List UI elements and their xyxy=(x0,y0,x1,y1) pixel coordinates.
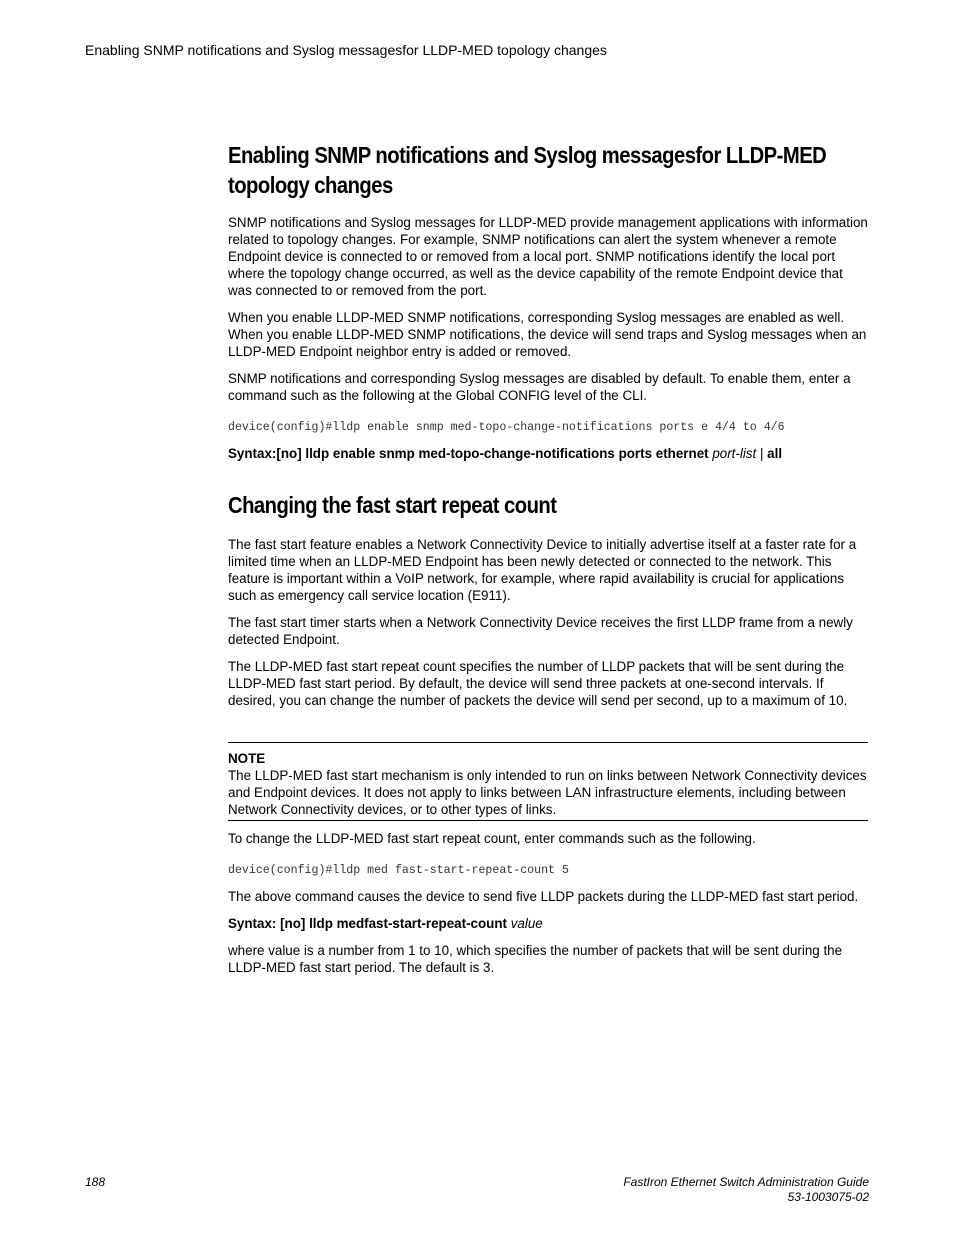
paragraph: where value is a number from 1 to 10, which specifies the number of packets that will be sent during the LLDP-MED fast start period. The default is 3. xyxy=(228,943,843,975)
paragraph: To change the LLDP-MED fast start repeat count, enter commands such as the following. xyxy=(228,831,756,846)
syntax-line xyxy=(228,445,868,462)
doc-number: 53-1003075-02 xyxy=(787,1190,869,1204)
syntax-param: value xyxy=(510,916,543,931)
paragraph: The fast start timer starts when a Network Connectivity Device receives the first LLDP frame from a newly detected Endpoint. xyxy=(228,615,853,647)
running-header: Enabling SNMP notifications and Syslog messagesfor LLDP-MED topology changes xyxy=(85,42,607,58)
paragraph: The LLDP-MED fast start repeat count specifies the number of LLDP packets that will be sent during the LLDP-MED fast start period. By default, the device will send three packets at one-second intervals. If desired, you can change the number of packets the device will send per second, up to a maximum of 10. xyxy=(228,659,848,708)
note-text: The LLDP-MED fast start mechanism is only intended to run on links between Network Connectivity devices and Endpoint devices. It does not apply to links between LAN infrastructure elements, including between Network Connectivity devices, or to other types of links. xyxy=(228,768,867,817)
paragraph: When you enable LLDP-MED SNMP notifications, corresponding Syslog messages are enabled as well. When you enable LLDP-MED SNMP notifications, the device will send traps and Syslog messages when an LLDP-MED Endpoint neighbor entry is added or removed. xyxy=(228,310,867,359)
note-box xyxy=(228,742,868,821)
paragraph: The fast start feature enables a Network Connectivity Device to initially advertise itself at a faster rate for a limited time when an LLDP-MED Endpoint has been newly detected or connected to the network. This feature is important within a VoIP network, for example, where rapid availability is crucial for applications such as emergency call service location (E911). xyxy=(228,537,857,603)
syntax-command: Syntax:[no] lldp enable snmp med-topo-change-notifications ports ethernet xyxy=(228,446,713,461)
section-title-fast-start xyxy=(228,490,868,520)
page-number: 188 xyxy=(85,1175,106,1189)
page-content xyxy=(228,140,868,986)
syntax-param: port-list xyxy=(712,446,757,461)
code-example: device(config)#lldp enable snmp med-topo-change-notifications ports e 4/4 to 4/6 xyxy=(228,421,785,434)
section-title-line2: topology changes xyxy=(228,172,393,198)
section-title: Changing the fast start repeat count xyxy=(228,492,557,518)
code-example: device(config)#lldp med fast-start-repeat-count 5 xyxy=(228,864,569,877)
syntax-separator: | xyxy=(756,446,768,461)
footer-doc-info xyxy=(623,1175,869,1205)
section-title-snmp xyxy=(228,140,868,200)
note-label: NOTE xyxy=(228,751,266,766)
syntax-option: all xyxy=(767,446,783,461)
paragraph: SNMP notifications and Syslog messages for LLDP-MED provide management applications with information related to topology changes. For example, SNMP notifications can alert the system whenever a remote Endpoint device is connected to or removed from a local port. SNMP notifications identify the local port where the topology change occurred, as well as the device capability of the remote Endpoint device that was connected to or removed from the port. xyxy=(228,215,868,298)
paragraph: SNMP notifications and corresponding Syslog messages are disabled by default. To enable them, enter a command such as the following at the Global CONFIG level of the CLI. xyxy=(228,371,851,403)
section-title-line1: Enabling SNMP notifications and Syslog messagesfor LLDP-MED xyxy=(228,142,827,168)
syntax-command: Syntax: [no] lldp medfast-start-repeat-count xyxy=(228,916,511,931)
book-title: FastIron Ethernet Switch Administration Guide xyxy=(623,1175,869,1189)
syntax-line xyxy=(228,915,868,932)
paragraph: The above command causes the device to send five LLDP packets during the LLDP-MED fast start period. xyxy=(228,889,859,904)
